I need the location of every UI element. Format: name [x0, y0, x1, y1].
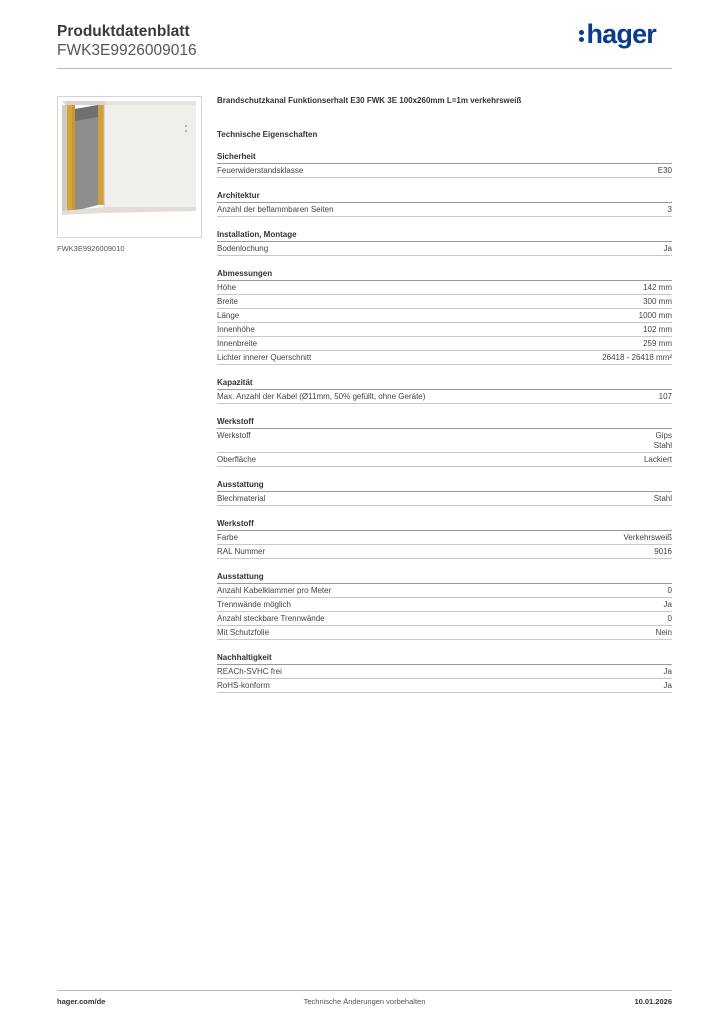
section-title: Ausstattung [217, 572, 672, 584]
property-value [624, 533, 672, 543]
property-value-line: E30 [657, 166, 672, 175]
property-value [656, 628, 672, 638]
property-label: Farbe [217, 533, 238, 542]
product-image [57, 96, 202, 238]
logo-text: hager [586, 19, 656, 49]
product-content [217, 96, 672, 706]
property-value [659, 392, 672, 402]
property-value-line: 3 [667, 205, 672, 214]
property-label: Max. Anzahl der Kabel (Ø11mm, 50% gefüllt, ohne Geräte) [217, 392, 426, 401]
product-description: Brandschutzkanal Funktionserhalt E30 FWK 3E 100x260mm L=1m verkehrsweiß [217, 96, 522, 105]
property-label: Feuerwiderstandsklasse [217, 166, 304, 175]
property-value-line: 1000 mm [638, 311, 672, 320]
property-row [217, 584, 672, 598]
property-value [654, 431, 672, 451]
logo-dots-icon [579, 25, 585, 43]
property-value-line: Stahl [653, 494, 672, 503]
property-section [217, 519, 672, 559]
property-label: Anzahl steckbare Trennwände [217, 614, 325, 623]
property-row [217, 281, 672, 295]
property-value-line: 0 [667, 586, 672, 595]
section-title: Kapazität [217, 378, 672, 390]
footer-note: Technische Änderungen vorbehalten [303, 997, 426, 1006]
property-value [664, 667, 672, 677]
property-label: Mit Schutzfolie [217, 628, 270, 637]
property-label: Lichter innerer Querschnitt [217, 353, 312, 362]
cable-duct-icon [58, 97, 201, 237]
property-section [217, 152, 672, 178]
property-value-line: 102 mm [643, 325, 672, 334]
section-title: Installation, Montage [217, 230, 672, 242]
property-row [217, 295, 672, 309]
property-value-line: Verkehrsweiß [623, 533, 672, 542]
property-row [217, 626, 672, 640]
properties-sections [217, 152, 672, 693]
technical-properties-heading: Technische Eigenschaften [217, 130, 318, 139]
header-divider [57, 68, 672, 69]
property-row [217, 612, 672, 626]
page-header [57, 19, 672, 60]
property-label: Innenbreite [217, 339, 258, 348]
property-label: Anzahl Kabelklammer pro Meter [217, 586, 332, 595]
property-section [217, 653, 672, 693]
property-row [217, 351, 672, 365]
property-row [217, 390, 672, 404]
property-label: Oberfläche [217, 455, 257, 464]
property-value-line: 26418 - 26418 mm² [602, 353, 672, 362]
property-value-line: Gips [655, 431, 672, 440]
property-row [217, 242, 672, 256]
property-row [217, 323, 672, 337]
section-title: Sicherheit [217, 152, 672, 164]
property-value [643, 283, 672, 293]
property-label: Länge [217, 311, 240, 320]
property-section [217, 269, 672, 365]
footer-website: hager.com/de [57, 997, 106, 1006]
property-value [654, 494, 672, 504]
property-section [217, 191, 672, 217]
property-value-line: Ja [663, 667, 672, 676]
property-section [217, 230, 672, 256]
property-row [217, 679, 672, 693]
property-value-line: 107 [658, 392, 672, 401]
footer-divider [57, 990, 672, 991]
property-row [217, 531, 672, 545]
section-title: Werkstoff [217, 519, 672, 531]
property-value-line: Ja [663, 600, 672, 609]
property-section [217, 480, 672, 506]
section-title: Abmessungen [217, 269, 672, 281]
property-value-line: Nein [655, 628, 672, 637]
property-value [668, 205, 672, 215]
property-section [217, 378, 672, 404]
property-row [217, 545, 672, 559]
property-section [217, 417, 672, 467]
property-label: REACh-SVHC frei [217, 667, 282, 676]
property-label: Trennwände möglich [217, 600, 291, 609]
image-caption: FWK3E9926009010 [57, 244, 125, 253]
property-value [658, 166, 672, 176]
property-row [217, 309, 672, 323]
property-value [643, 339, 672, 349]
section-title: Ausstattung [217, 480, 672, 492]
property-row [217, 429, 672, 453]
property-value-line: Stahl [653, 441, 672, 450]
product-code: FWK3E9926009016 [57, 42, 197, 59]
property-section [217, 572, 672, 640]
property-label: Breite [217, 297, 238, 306]
property-value [664, 244, 672, 254]
property-value-line: 9016 [654, 547, 672, 556]
property-row [217, 203, 672, 217]
property-label: RoHS-konform [217, 681, 270, 690]
property-value [668, 614, 672, 624]
property-value-line: Ja [663, 244, 672, 253]
hager-logo [579, 19, 656, 50]
property-label: Blechmaterial [217, 494, 266, 503]
property-label: Höhe [217, 283, 237, 292]
property-label: Werkstoff [217, 431, 251, 440]
section-title: Architektur [217, 191, 672, 203]
property-value-line: Lackiert [643, 455, 672, 464]
property-value-line: 300 mm [643, 297, 672, 306]
property-label: Bodenlochung [217, 244, 269, 253]
property-value [643, 297, 672, 307]
property-value [664, 681, 672, 691]
property-label: Innenhöhe [217, 325, 255, 334]
footer-date: 10.01.2026 [634, 997, 672, 1006]
section-title: Nachhaltigkeit [217, 653, 672, 665]
property-value-line: Ja [663, 681, 672, 690]
property-value [643, 325, 672, 335]
property-value-line: 142 mm [643, 283, 672, 292]
section-title: Werkstoff [217, 417, 672, 429]
property-value [639, 311, 672, 321]
property-label: RAL Nummer [217, 547, 266, 556]
property-value-line: 259 mm [643, 339, 672, 348]
property-value [654, 547, 672, 557]
property-row [217, 665, 672, 679]
property-value [644, 455, 672, 465]
property-value [668, 586, 672, 596]
property-value [664, 600, 672, 610]
property-row [217, 164, 672, 178]
property-row [217, 453, 672, 467]
property-row [217, 337, 672, 351]
property-row [217, 598, 672, 612]
property-row [217, 492, 672, 506]
property-value-line: 0 [667, 614, 672, 623]
document-title: Produktdatenblatt [57, 23, 190, 40]
property-value [602, 353, 672, 363]
property-label: Anzahl der beflammbaren Seiten [217, 205, 334, 214]
